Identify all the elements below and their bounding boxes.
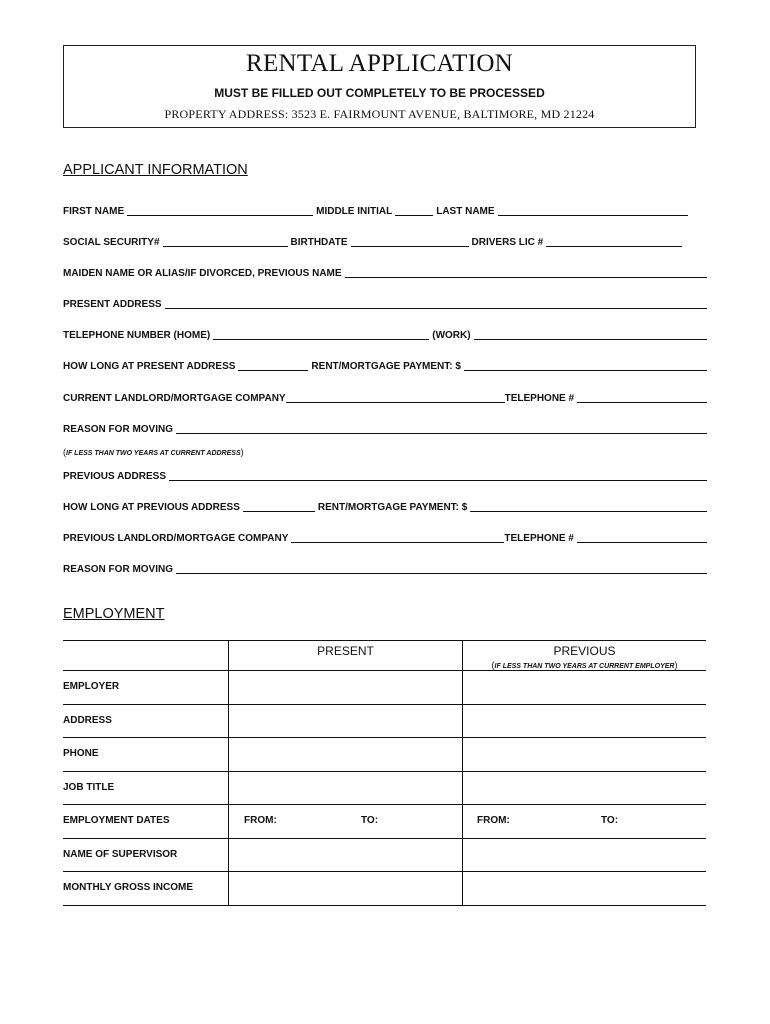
last-name-field[interactable] (498, 204, 688, 216)
phone-home-field[interactable] (213, 328, 429, 340)
supervisor-label: NAME OF SUPERVISOR (63, 848, 178, 860)
job-title-label: JOB TITLE (63, 781, 115, 793)
identity-row (63, 234, 707, 248)
reason-moving-row (63, 421, 707, 435)
previous-landlord-telephone-label: TELEPHONE # (504, 533, 574, 544)
column-divider (228, 839, 229, 872)
present-address-label: PRESENT ADDRESS (63, 299, 162, 310)
column-divider (462, 872, 463, 905)
current-landlord-label: CURRENT LANDLORD/MORTGAGE COMPANY (63, 393, 286, 404)
previous-address-field[interactable] (169, 469, 707, 481)
applicant-section-heading: APPLICANT INFORMATION (63, 162, 248, 178)
previous-duration-row (63, 499, 707, 513)
address-row (63, 705, 706, 739)
current-landlord-field[interactable] (286, 391, 505, 403)
present-column-header: PRESENT (317, 644, 374, 658)
previous-to-label: TO: (601, 815, 619, 826)
previous-address-note (63, 447, 244, 457)
reason-moving-field[interactable] (176, 422, 707, 434)
previous-reason-moving-label: REASON FOR MOVING (63, 564, 174, 575)
phone-label: PHONE (63, 748, 99, 759)
note-text: IF LESS THAN TWO YEARS AT CURRENT EMPLOYER (494, 663, 675, 670)
birthdate-label: BIRTHDATE (290, 237, 348, 248)
previous-reason-moving-row (63, 561, 707, 575)
previous-address-label: PREVIOUS ADDRESS (63, 471, 166, 482)
form-subtitle: MUST BE FILLED OUT COMPLETELY TO BE PROCESSED (214, 86, 545, 100)
column-divider (462, 705, 463, 738)
column-divider (228, 872, 229, 905)
previous-employer-note (463, 660, 706, 670)
employment-section-heading: EMPLOYMENT (63, 606, 165, 622)
present-address-row (63, 296, 707, 310)
previous-column-header: PREVIOUS (553, 644, 616, 658)
previous-address-row (63, 468, 707, 482)
address-label: ADDRESS (63, 714, 112, 726)
employer-label: EMPLOYER (63, 681, 120, 692)
supervisor-row (63, 839, 706, 873)
ssn-label: SOCIAL SECURITY# (63, 237, 160, 248)
previous-rent-payment-label: RENT/MORTGAGE PAYMENT: $ (317, 502, 468, 513)
previous-landlord-telephone-field[interactable] (577, 531, 707, 543)
birthdate-field[interactable] (351, 235, 469, 247)
note-open-paren: ( (63, 447, 66, 457)
column-divider (228, 705, 229, 738)
present-address-field[interactable] (165, 297, 707, 309)
employment-dates-label: EMPLOYMENT DATES (63, 815, 170, 826)
current-landlord-telephone-field[interactable] (577, 391, 707, 403)
name-row (63, 203, 707, 217)
middle-initial-label: MIDDLE INITIAL (316, 206, 393, 217)
column-divider (462, 671, 463, 704)
rent-payment-field[interactable] (464, 359, 707, 371)
last-name-label: LAST NAME (436, 206, 495, 217)
column-divider (228, 805, 229, 838)
how-long-previous-label: HOW LONG AT PREVIOUS ADDRESS (63, 502, 240, 513)
job-title-row (63, 772, 706, 806)
employment-table-header (63, 640, 706, 671)
previous-landlord-label: PREVIOUS LANDLORD/MORTGAGE COMPANY (63, 533, 289, 544)
present-to-label: TO: (361, 815, 379, 826)
previous-from-label: FROM: (477, 815, 510, 826)
phone-row (63, 327, 707, 341)
middle-initial-field[interactable] (395, 204, 433, 216)
form-header (63, 45, 696, 128)
note-open-paren: ( (491, 660, 495, 670)
how-long-present-field[interactable] (238, 359, 308, 371)
phone-row (63, 738, 706, 772)
previous-landlord-field[interactable] (291, 531, 504, 543)
column-divider (462, 805, 463, 838)
column-divider (228, 772, 229, 805)
previous-rent-payment-field[interactable] (470, 500, 707, 512)
employer-row (63, 671, 706, 705)
column-divider (462, 738, 463, 771)
present-from-label: FROM: (244, 815, 277, 826)
previous-landlord-row (63, 530, 707, 544)
maiden-name-label: MAIDEN NAME OR ALIAS/IF DIVORCED, PREVIOUS NAME (63, 268, 342, 279)
column-divider (462, 839, 463, 872)
how-long-previous-field[interactable] (243, 500, 315, 512)
maiden-name-field[interactable] (345, 266, 707, 278)
rent-payment-label: RENT/MORTGAGE PAYMENT: $ (311, 361, 461, 372)
phone-work-field[interactable] (474, 328, 707, 340)
property-address: PROPERTY ADDRESS: 3523 E. FAIRMOUNT AVENUE, BALTIMORE, MD 21224 (164, 107, 595, 121)
note-close-paren: ) (240, 447, 244, 457)
employment-table (63, 640, 706, 906)
monthly-income-label: MONTHLY GROSS INCOME (63, 882, 194, 893)
note-close-paren: ) (674, 660, 678, 670)
monthly-income-row (63, 872, 706, 906)
first-name-field[interactable] (127, 204, 313, 216)
first-name-label: FIRST NAME (63, 206, 125, 217)
current-landlord-row (63, 390, 707, 404)
phone-home-label: TELEPHONE NUMBER (HOME) (63, 330, 211, 341)
how-long-present-label: HOW LONG AT PRESENT ADDRESS (63, 361, 236, 372)
phone-work-label: (WORK) (432, 330, 471, 341)
current-landlord-telephone-label: TELEPHONE # (504, 393, 575, 404)
note-text: IF LESS THAN TWO YEARS AT CURRENT ADDRESS (66, 450, 241, 457)
maiden-name-row (63, 265, 707, 279)
ssn-field[interactable] (163, 235, 288, 247)
previous-reason-moving-field[interactable] (176, 562, 707, 574)
form-title: RENTAL APPLICATION (245, 50, 514, 77)
column-divider (228, 738, 229, 771)
present-duration-row (63, 358, 707, 372)
drivers-lic-field[interactable] (546, 235, 682, 247)
column-divider (462, 772, 463, 805)
reason-moving-label: REASON FOR MOVING (63, 424, 174, 435)
drivers-lic-label: DRIVERS LIC # (471, 237, 544, 248)
column-divider (228, 671, 229, 704)
employment-dates-row (63, 805, 706, 839)
